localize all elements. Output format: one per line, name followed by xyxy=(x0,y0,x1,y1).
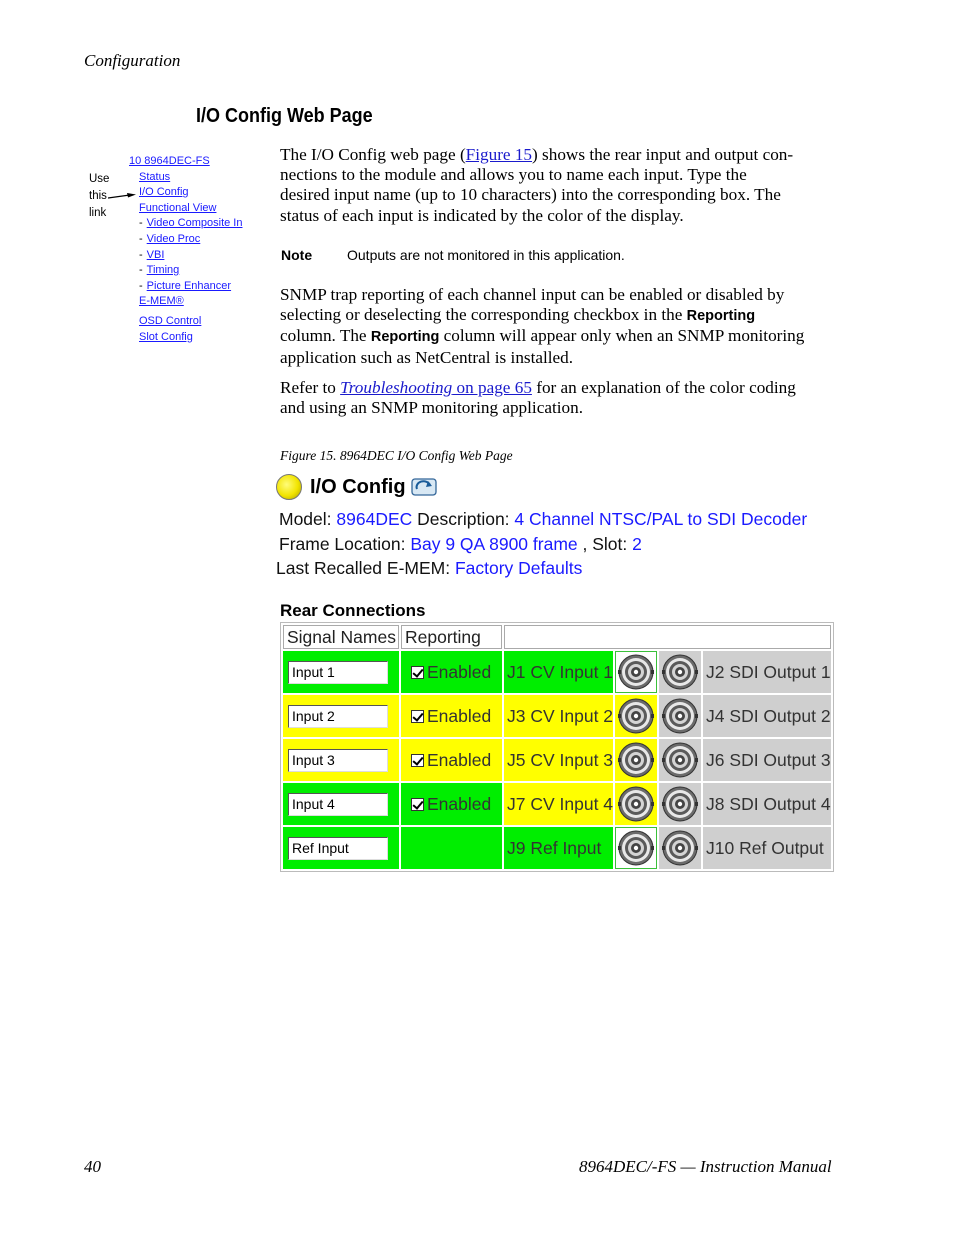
signal-name-input[interactable] xyxy=(288,661,388,684)
signal-name-input[interactable] xyxy=(288,749,388,772)
input-label-cell: J5 CV Input 3 xyxy=(504,739,613,781)
signal-name-cell xyxy=(283,827,399,869)
nav-item-video-proc[interactable]: Video Proc xyxy=(146,232,201,245)
bnc-connector-icon xyxy=(662,830,698,866)
signal-name-cell xyxy=(283,783,399,825)
bnc-connector-icon xyxy=(618,830,654,866)
output-bnc-cell xyxy=(659,695,701,737)
section-title: I/O Config Web Page xyxy=(196,105,373,127)
callout-line: Use xyxy=(89,173,110,185)
header-blank xyxy=(504,625,831,649)
nav-root-link[interactable]: 10 8964DEC-FS xyxy=(129,155,210,167)
bnc-connector-icon xyxy=(618,654,654,690)
nav-item-io-config[interactable]: I/O Config xyxy=(139,186,189,199)
figure-link[interactable]: Figure 15 xyxy=(465,145,533,164)
nav-item-slot-config[interactable]: Slot Config xyxy=(139,330,193,343)
nav-item-picture-enhancer[interactable]: Picture Enhancer xyxy=(146,279,232,292)
figure-caption: Figure 15. 8964DEC I/O Config Web Page xyxy=(280,448,513,463)
signal-name-cell xyxy=(283,739,399,781)
input-bnc-cell xyxy=(615,783,657,825)
output-label-cell: J4 SDI Output 2 xyxy=(703,695,831,737)
model-value: 8964DEC xyxy=(336,509,413,529)
output-label-cell: J8 SDI Output 4 xyxy=(703,783,831,825)
table-row xyxy=(283,739,831,781)
reporting-cell xyxy=(401,827,502,869)
note xyxy=(281,247,625,263)
table-row xyxy=(283,651,831,693)
bnc-connector-icon xyxy=(662,654,698,690)
reporting-checkbox[interactable] xyxy=(411,666,424,679)
table-row xyxy=(283,695,831,737)
frame-location-line: Frame Location: Bay 9 QA 8900 frame , Slot: 2 xyxy=(279,534,642,554)
output-label-cell: J10 Ref Output xyxy=(703,827,831,869)
rear-connections-table xyxy=(280,622,834,872)
input-bnc-cell xyxy=(615,827,657,869)
manual-title: 8964DEC/-FS — Instruction Manual xyxy=(579,1157,832,1176)
nav-item-osd-control[interactable]: OSD Control xyxy=(139,314,202,327)
model-line: Model: 8964DEC Description: 4 Channel NTSC/PAL to SDI Decoder xyxy=(279,509,808,529)
bnc-connector-icon xyxy=(618,786,654,822)
nav-item-status[interactable]: Status xyxy=(139,170,171,183)
input-bnc-cell xyxy=(615,739,657,781)
slot-value: 2 xyxy=(632,534,642,554)
input-bnc-cell xyxy=(615,695,657,737)
callout-line: link xyxy=(89,207,107,219)
bnc-connector-icon xyxy=(662,742,698,778)
header-reporting: Reporting xyxy=(401,625,502,649)
signal-name-input[interactable] xyxy=(288,705,388,728)
reporting-cell: Enabled xyxy=(401,739,502,781)
snmp-paragraph: SNMP trap reporting of each channel input can be enabled or disabled by selecting or deselecting the corresponding checkbox in the Reporting column. The Reporting column will appear only when an SNMP monitoring application such as NetCentral is installed. xyxy=(280,285,805,367)
input-bnc-cell xyxy=(615,651,657,693)
signal-name-input[interactable] xyxy=(288,837,388,860)
reporting-term: Reporting xyxy=(686,308,756,325)
input-label-cell: J3 CV Input 2 xyxy=(504,695,613,737)
header-signal-names: Signal Names xyxy=(283,625,399,649)
nav-callout xyxy=(89,171,109,222)
emem-line: Last Recalled E-MEM: Factory Defaults xyxy=(276,558,583,578)
nav-item-vbi[interactable]: VBI xyxy=(146,248,165,261)
reporting-checkbox[interactable] xyxy=(411,754,424,767)
table-header-row xyxy=(283,625,831,649)
web-title-row xyxy=(276,472,437,502)
frame-value: Bay 9 QA 8900 frame xyxy=(410,534,578,554)
note-label: Note xyxy=(281,247,313,263)
output-bnc-cell xyxy=(659,827,701,869)
bnc-connector-icon xyxy=(662,786,698,822)
nav-tree: 10 8964DEC-FS Status I/O Config Functional View - Video Composite In - Video Proc - VBI - Timing - Picture Enhancer E-MEM® OSD Control Slot Config xyxy=(129,155,243,343)
output-bnc-cell xyxy=(659,783,701,825)
nav-item-timing[interactable]: Timing xyxy=(146,264,180,277)
input-label-cell: J9 Ref Input xyxy=(504,827,613,869)
refresh-icon[interactable] xyxy=(411,477,437,497)
description-value: 4 Channel NTSC/PAL to SDI Decoder xyxy=(514,509,808,529)
signal-name-cell xyxy=(283,651,399,693)
signal-name-cell xyxy=(283,695,399,737)
emem-value: Factory Defaults xyxy=(454,558,583,578)
input-label-cell: J7 CV Input 4 xyxy=(504,783,613,825)
table-row xyxy=(283,827,831,869)
nav-item-functional-view[interactable]: Functional View xyxy=(139,201,217,214)
status-indicator-icon xyxy=(276,474,302,500)
page-number: 40 xyxy=(84,1157,101,1176)
output-label-cell: J6 SDI Output 3 xyxy=(703,739,831,781)
reporting-cell: Enabled xyxy=(401,695,502,737)
output-label-cell: J2 SDI Output 1 xyxy=(703,651,831,693)
web-page-title: I/O Config xyxy=(310,475,406,498)
output-bnc-cell xyxy=(659,739,701,781)
nav-item-video-composite-in[interactable]: Video Composite In xyxy=(146,217,243,230)
refer-paragraph: Refer to Troubleshooting on page 65 for an explanation of the color coding and using an SNMP monitoring application. xyxy=(280,378,796,418)
reporting-term: Reporting xyxy=(370,329,440,346)
reporting-checkbox[interactable] xyxy=(411,798,424,811)
note-text: Outputs are not monitored in this application. xyxy=(347,247,625,263)
bnc-connector-icon xyxy=(662,698,698,734)
intro-paragraph: The I/O Config web page (Figure 15) shows the rear input and output con- nections to the module and allows you to name each input. Type the desired input name (up to 10 characters) into the corresponding box. The status of each input is indicated by the color of the display. xyxy=(280,145,794,225)
input-label-cell: J1 CV Input 1 xyxy=(504,651,613,693)
running-head: Configuration xyxy=(84,51,181,70)
reporting-cell: Enabled xyxy=(401,783,502,825)
output-bnc-cell xyxy=(659,651,701,693)
reporting-cell: Enabled xyxy=(401,651,502,693)
table-row xyxy=(283,783,831,825)
callout-line: this xyxy=(89,190,107,202)
bnc-connector-icon xyxy=(618,742,654,778)
nav-item-e-mem[interactable]: E-MEM® xyxy=(139,295,184,308)
bnc-connector-icon xyxy=(618,698,654,734)
reporting-checkbox[interactable] xyxy=(411,710,424,723)
rear-connections-title: Rear Connections xyxy=(280,601,426,620)
signal-name-input[interactable] xyxy=(288,793,388,816)
troubleshooting-link[interactable]: Troubleshooting on page 65 xyxy=(340,378,532,397)
